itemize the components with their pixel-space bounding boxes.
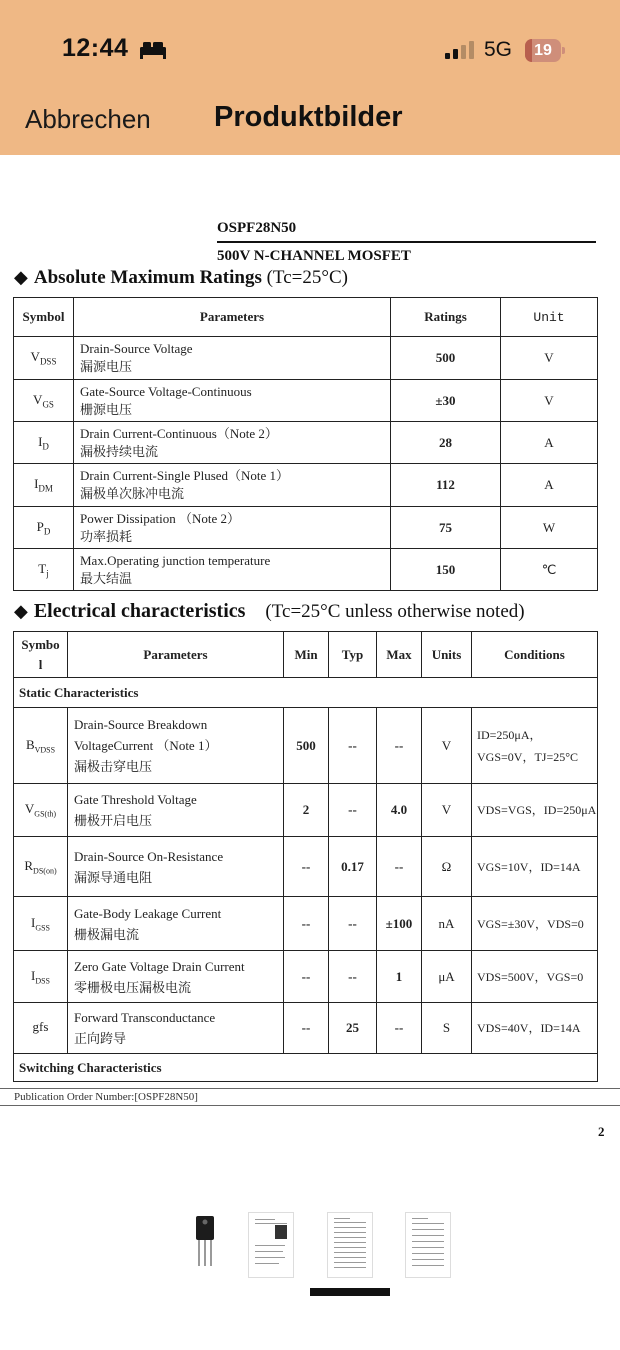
unit-cell: W [501,507,598,549]
unit-cell: μA [422,951,472,1003]
doc-subtitle: 500V N-CHANNEL MOSFET [217,248,411,264]
parameter-cell: Drain-Source Voltage 漏源电压 [74,337,391,380]
part-number: OSPF28N50 [217,220,297,236]
column-header: Symbol [14,298,74,337]
parameter-cell: Zero Gate Voltage Drain Current 零栅极电压漏极电流 [68,951,284,1003]
rating-cell: 150 [391,549,501,591]
rating-cell: 75 [391,507,501,549]
column-header: Min [284,632,329,678]
rating-cell: 112 [391,464,501,507]
column-header: Symbo l [14,632,68,678]
max-cell: 4.0 [377,784,422,837]
conditions-cell: VDS=40V，ID=14A [472,1003,598,1054]
typ-cell: 0.17 [329,837,377,897]
table-row [14,951,598,1003]
typ-cell: 25 [329,1003,377,1054]
parameter-cell: Gate-Body Leakage Current 栅极漏电流 [68,897,284,951]
table-row [14,464,598,507]
table-row [14,1003,598,1054]
symbol-cell: $I_{DSS}$ [14,951,68,1003]
max-cell: 1 [377,951,422,1003]
max-cell: -- [377,708,422,784]
page-title: Produktbilder [214,101,403,133]
abs-ratings-title: Absolute Maximum Ratings [33,267,262,288]
unit-cell: Ω [422,837,472,897]
thumbnail-page-1[interactable] [248,1212,294,1278]
rating-cell: ±30 [391,380,501,422]
table-row [14,337,598,380]
section-row [14,678,598,708]
symbol-cell: $V_{GS(th)}$ [14,784,68,837]
parameter-cell: Drain-Source On-Resistance 漏源导通电阻 [68,837,284,897]
status-time: 12:44 [62,34,129,62]
column-header: Units [422,632,472,678]
rating-cell: 28 [391,422,501,464]
column-header: Conditions [472,632,598,678]
min-cell: 500 [284,708,329,784]
network-type: 5G [484,38,513,61]
table-header-row [14,632,598,678]
column-header: Parameters [74,298,391,337]
thumbnail-transistor-photo[interactable] [182,1212,228,1278]
elec-heading [14,600,525,623]
symbol-cell: $I_D$ [14,422,74,464]
abs-ratings-heading [14,267,348,289]
parameter-cell: Gate Threshold Voltage 栅极开启电压 [68,784,284,837]
unit-cell: A [501,464,598,507]
cellular-signal-icon [444,40,476,60]
battery-icon [525,39,565,62]
conditions-cell: VDS=VGS，ID=250μA [472,784,598,837]
parameter-cell: Max.Operating junction temperature 最大结温 [74,549,391,591]
parameter-cell: Drain-Source Breakdown VoltageCurrent （Note 1） 漏极击穿电压 [68,708,284,784]
conditions-cell: VGS=±30V，VDS=0 [472,897,598,951]
min-cell: -- [284,897,329,951]
elec-condition: (Tc=25°C unless otherwise noted) [265,601,525,622]
symbol-cell: $P_D$ [14,507,74,549]
conditions-cell: VGS=10V，ID=14A [472,837,598,897]
conditions-cell: ID=250μA， VGS=0V，TJ=25°C [472,708,598,784]
elec-table [13,631,598,1082]
thumbnail-page-3[interactable] [405,1212,451,1278]
rating-cell: 500 [391,337,501,380]
symbol-cell: $I_{GSS}$ [14,897,68,951]
cancel-button[interactable]: Abbrechen [25,104,151,134]
typ-cell: -- [329,784,377,837]
unit-cell: V [501,380,598,422]
max-cell: ±100 [377,897,422,951]
unit-cell: V [422,784,472,837]
battery-level: 19 [534,42,552,59]
parameter-cell: Forward Transconductance 正向跨导 [68,1003,284,1054]
typ-cell: -- [329,951,377,1003]
conditions-cell: VDS=500V，VGS=0 [472,951,598,1003]
column-header: Typ [329,632,377,678]
divider [217,241,596,243]
table-row [14,784,598,837]
table-row [14,837,598,897]
min-cell: -- [284,1003,329,1054]
min-cell: -- [284,951,329,1003]
parameter-cell: Drain Current-Single Plused（Note 1） 漏极单次脉冲电流 [74,464,391,507]
max-cell: -- [377,837,422,897]
parameter-cell: Gate-Source Voltage-Continuous 栅源电压 [74,380,391,422]
table-row [14,380,598,422]
column-header: Parameters [68,632,284,678]
column-header: Ratings [391,298,501,337]
divider [0,1088,620,1089]
unit-cell: A [501,422,598,464]
table-row [14,422,598,464]
symbol-cell: $T_j$ [14,549,74,591]
parameter-cell: Drain Current-Continuous（Note 2） 漏极持续电流 [74,422,391,464]
typ-cell: -- [329,897,377,951]
min-cell: -- [284,837,329,897]
unit-cell: V [501,337,598,380]
table-row [14,507,598,549]
max-cell: -- [377,1003,422,1054]
section-row [14,1054,598,1082]
table-row [14,549,598,591]
column-header: Max [377,632,422,678]
diamond-icon: ◆ [14,267,28,287]
diamond-icon: ◆ [14,601,28,621]
abs-ratings-table [13,297,598,591]
publication-number: Publication Order Number:[OSPF28N50] [14,1091,198,1103]
selected-thumbnail-indicator [310,1288,390,1296]
typ-cell: -- [329,708,377,784]
switching-characteristics-label: Switching Characteristics [14,1054,598,1082]
table-header-row [14,298,598,337]
thumbnail-page-2[interactable] [327,1212,373,1278]
divider [0,1105,620,1106]
unit-cell: nA [422,897,472,951]
thumbnail-strip [0,1212,620,1282]
table-row [14,708,598,784]
elec-title: Electrical characteristics [33,600,246,622]
column-header: Unit [501,298,598,337]
min-cell: 2 [284,784,329,837]
static-characteristics-label: Static Characteristics [14,678,598,708]
unit-cell: S [422,1003,472,1054]
top-bar [0,0,620,155]
bed-icon [139,40,167,60]
abs-ratings-condition: (Tc=25°C) [266,267,348,288]
unit-cell: V [422,708,472,784]
symbol-cell: gfs [14,1003,68,1054]
page-number: 2 [598,1124,605,1139]
symbol-cell: $I_{DM}$ [14,464,74,507]
parameter-cell: Power Dissipation （Note 2） 功率损耗 [74,507,391,549]
symbol-cell: $V_{DSS}$ [14,337,74,380]
table-row [14,897,598,951]
symbol-cell: $B_{VDSS}$ [14,708,68,784]
symbol-cell: $R_{DS(on)}$ [14,837,68,897]
unit-cell: ℃ [501,549,598,591]
symbol-cell: $V_{GS}$ [14,380,74,422]
